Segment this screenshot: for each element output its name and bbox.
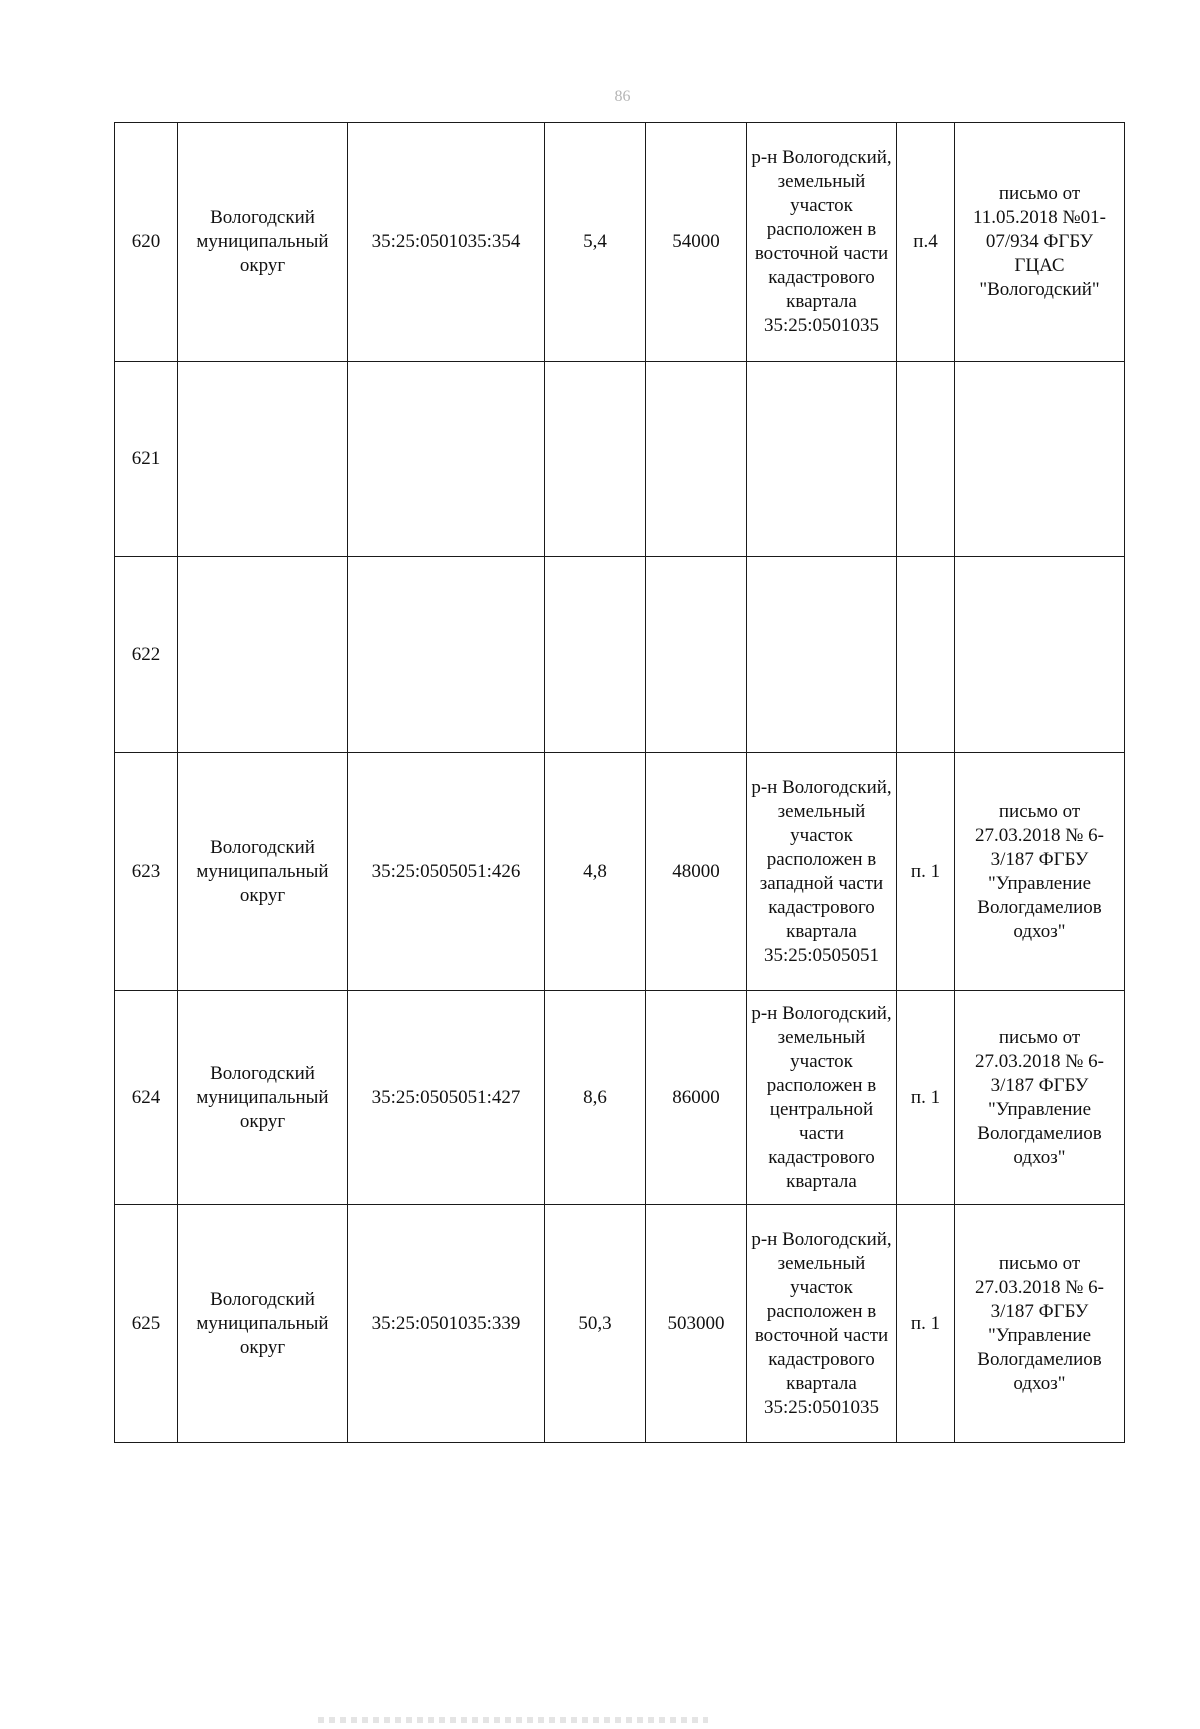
area-m2-cell: 86000 bbox=[646, 991, 747, 1205]
table-row bbox=[115, 557, 1125, 753]
basis-document-cell: письмо от 27.03.2018 № 6-3/187 ФГБУ "Управление Вологдамелиов одхоз" bbox=[955, 1205, 1125, 1443]
location-description-cell: р-н Вологодский, земельный участок расположен в центральной части кадастрового квартала bbox=[747, 991, 897, 1205]
table-row bbox=[115, 123, 1125, 362]
location-description-cell bbox=[747, 362, 897, 557]
cadastral-number-cell: 35:25:0505051:427 bbox=[348, 991, 545, 1205]
location-description-cell: р-н Вологодский, земельный участок расположен в восточной части кадастрового квартала 35:25:0501035 bbox=[747, 1205, 897, 1443]
row-number: 624 bbox=[115, 991, 178, 1205]
scan-artifact bbox=[318, 1717, 708, 1723]
clause-cell: п. 1 bbox=[897, 753, 955, 991]
area-m2-cell bbox=[646, 557, 747, 753]
district-cell: Вологодский муниципальный округ bbox=[178, 1205, 348, 1443]
district-cell: Вологодский муниципальный округ bbox=[178, 123, 348, 362]
basis-document-cell: письмо от 27.03.2018 № 6-3/187 ФГБУ "Управление Вологдамелиов одхоз" bbox=[955, 753, 1125, 991]
clause-cell: п.4 bbox=[897, 123, 955, 362]
area-ha-cell bbox=[545, 557, 646, 753]
page-number: 86 bbox=[614, 88, 631, 105]
clause-cell bbox=[897, 362, 955, 557]
land-registry-table bbox=[114, 122, 1125, 1443]
basis-document-cell: письмо от 27.03.2018 № 6-3/187 ФГБУ "Управление Вологдамелиов одхоз" bbox=[955, 991, 1125, 1205]
area-ha-cell: 5,4 bbox=[545, 123, 646, 362]
district-cell bbox=[178, 557, 348, 753]
table-row bbox=[115, 753, 1125, 991]
area-m2-cell: 54000 bbox=[646, 123, 747, 362]
basis-document-cell bbox=[955, 557, 1125, 753]
row-number: 623 bbox=[115, 753, 178, 991]
area-ha-cell: 4,8 bbox=[545, 753, 646, 991]
district-cell: Вологодский муниципальный округ bbox=[178, 991, 348, 1205]
clause-cell: п. 1 bbox=[897, 991, 955, 1205]
cadastral-number-cell: 35:25:0501035:354 bbox=[348, 123, 545, 362]
clause-cell bbox=[897, 557, 955, 753]
district-cell bbox=[178, 362, 348, 557]
basis-document-cell bbox=[955, 362, 1125, 557]
area-m2-cell: 503000 bbox=[646, 1205, 747, 1443]
basis-document-cell: письмо от 11.05.2018 №01-07/934 ФГБУ ГЦАС "Вологодский" bbox=[955, 123, 1125, 362]
area-m2-cell: 48000 bbox=[646, 753, 747, 991]
table-row bbox=[115, 991, 1125, 1205]
location-description-cell: р-н Вологодский, земельный участок расположен в западной части кадастрового квартала 35:25:0505051 bbox=[747, 753, 897, 991]
row-number: 622 bbox=[115, 557, 178, 753]
table-row bbox=[115, 362, 1125, 557]
area-ha-cell: 8,6 bbox=[545, 991, 646, 1205]
cadastral-number-cell: 35:25:0501035:339 bbox=[348, 1205, 545, 1443]
cadastral-number-cell bbox=[348, 557, 545, 753]
district-cell: Вологодский муниципальный округ bbox=[178, 753, 348, 991]
area-m2-cell bbox=[646, 362, 747, 557]
area-ha-cell bbox=[545, 362, 646, 557]
clause-cell: п. 1 bbox=[897, 1205, 955, 1443]
location-description-cell: р-н Вологодский, земельный участок расположен в восточной части кадастрового квартала 35:25:0501035 bbox=[747, 123, 897, 362]
location-description-cell bbox=[747, 557, 897, 753]
table-row bbox=[115, 1205, 1125, 1443]
cadastral-number-cell: 35:25:0505051:426 bbox=[348, 753, 545, 991]
row-number: 620 bbox=[115, 123, 178, 362]
cadastral-number-cell bbox=[348, 362, 545, 557]
row-number: 625 bbox=[115, 1205, 178, 1443]
row-number: 621 bbox=[115, 362, 178, 557]
area-ha-cell: 50,3 bbox=[545, 1205, 646, 1443]
